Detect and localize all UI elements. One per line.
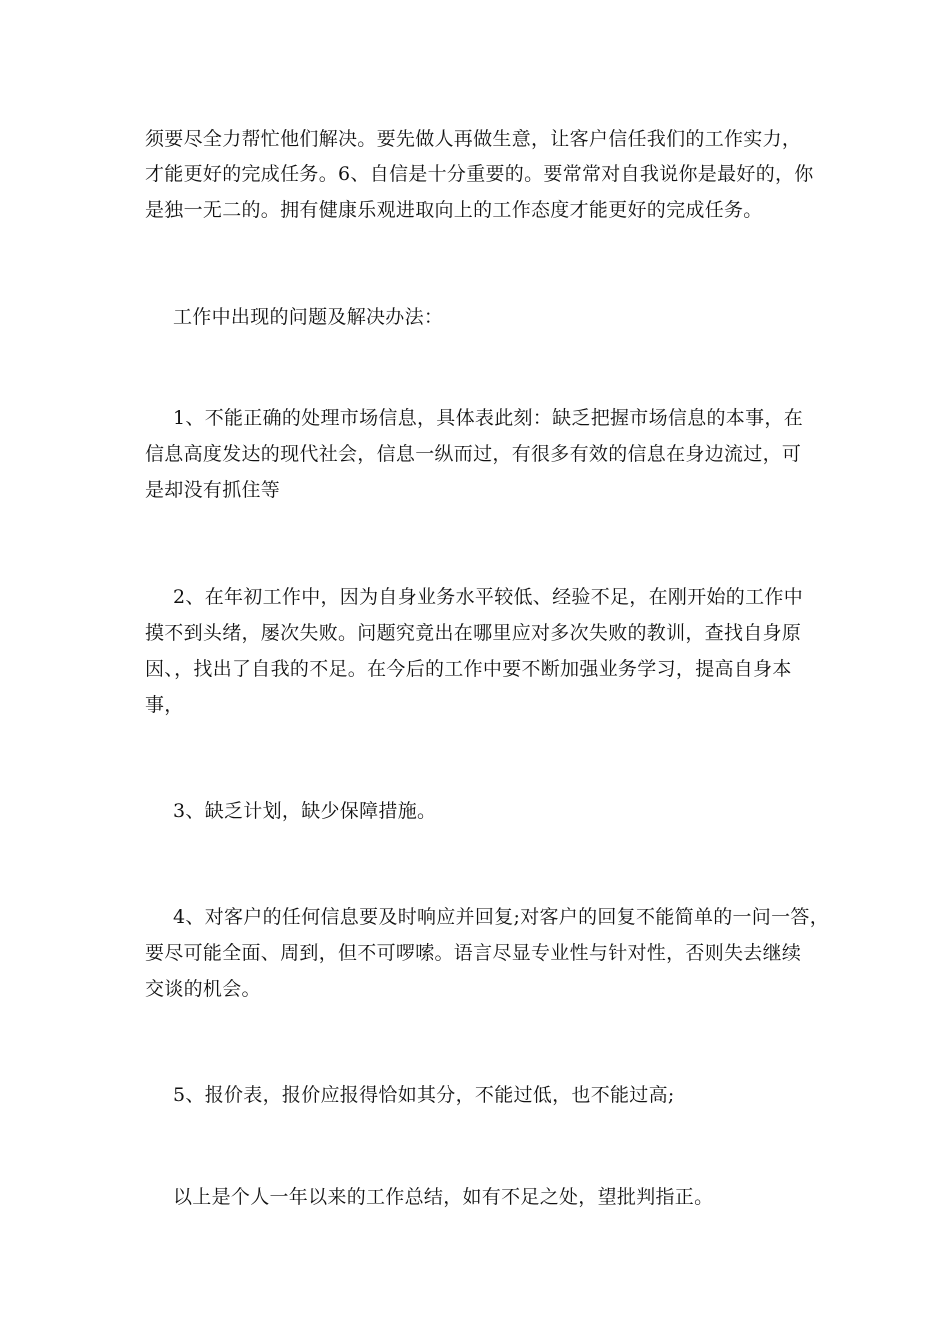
list-item-line: 因、，找出了自我的不足。在今后的工作中要不断加强业务学习，提高自身本 (145, 658, 792, 680)
list-item-line: 是却没有抓住等 (145, 479, 281, 501)
list-item-line: 5、报价表，报价应报得恰如其分，不能过低，也不能过高; (173, 1084, 675, 1106)
list-item-line: 1、不能正确的处理市场信息，具体表此刻：缺乏把握市场信息的本事，在 (173, 407, 803, 429)
list-item-line: 3、缺乏计划，缺少保障措施。 (173, 800, 437, 822)
list-item-line: 要尽可能全面、周到，但不可啰嗦。语言尽显专业性与针对性，否则失去继续 (145, 942, 802, 964)
list-item-line: 4、对客户的任何信息要及时响应并回复;对客户的回复不能简单的一问一答， (173, 906, 829, 928)
list-item-line: 2、在年初工作中，因为自身业务水平较低、经验不足，在刚开始的工作中 (173, 586, 803, 608)
closing-line: 以上是个人一年以来的工作总结，如有不足之处，望批判指正。 (173, 1186, 714, 1208)
list-item-line: 摸不到头绪，屡次失败。问题究竟出在哪里应对多次失败的教训，查找自身原 (145, 622, 802, 644)
section-heading: 工作中出现的问题及解决办法： (173, 306, 444, 328)
paragraph-line: 是独一无二的。拥有健康乐观进取向上的工作态度才能更好的完成任务。 (145, 199, 763, 221)
paragraph-line: 才能更好的完成任务。6、自信是十分重要的。要常常对自我说你是最好的，你 (145, 163, 814, 185)
list-item-line: 交谈的机会。 (145, 978, 261, 1000)
list-item-line: 事， (145, 694, 184, 716)
paragraph-line: 须要尽全力帮忙他们解决。要先做人再做生意，让客户信任我们的工作实力， (145, 128, 802, 150)
list-item-line: 信息高度发达的现代社会，信息一纵而过，有很多有效的信息在身边流过，可 (145, 443, 802, 465)
